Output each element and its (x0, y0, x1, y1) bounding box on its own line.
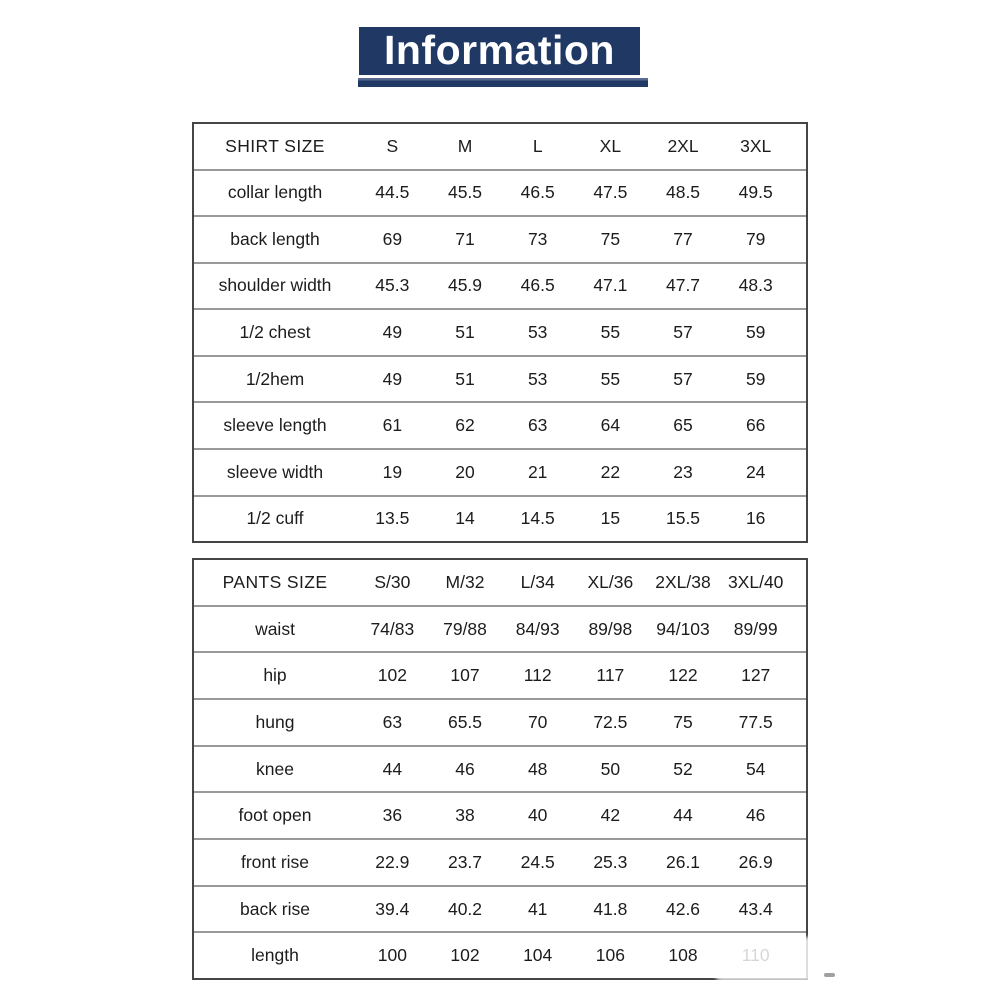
value-cell: 79 (745, 228, 766, 249)
value-cell: 102 (377, 665, 407, 686)
value-cell: 15.5 (665, 508, 701, 529)
value-cell: 26.1 (665, 851, 701, 872)
table-row (194, 885, 806, 932)
value-cell: 63 (382, 711, 403, 732)
value-cell: 61 (382, 415, 403, 436)
row-label-cell: knee (256, 758, 294, 779)
pants-size-table (192, 558, 808, 980)
value-cell: 44.5 (375, 182, 410, 203)
value-cell: 13.5 (375, 508, 410, 529)
table-row (194, 745, 806, 792)
value-cell: 104 (523, 945, 553, 966)
row-label-cell: 1/2 cuff (246, 508, 304, 529)
value-cell: 48.5 (665, 182, 701, 203)
table-header-row (194, 124, 806, 169)
row-label-cell: back rise (239, 898, 311, 919)
value-cell: 54 (745, 758, 766, 779)
table-row (194, 791, 806, 838)
value-cell: 69 (382, 228, 403, 249)
row-label-cell: sleeve length (223, 415, 327, 436)
value-cell: 24 (745, 461, 766, 482)
value-cell: 71 (455, 228, 475, 249)
value-cell: 75 (673, 711, 693, 732)
watermark-smudge (713, 937, 817, 981)
value-cell: 112 (523, 665, 552, 686)
table-row (194, 605, 806, 652)
row-label-cell: back length (230, 228, 320, 249)
value-cell: 14.5 (520, 508, 555, 529)
value-cell: 39.4 (375, 898, 410, 919)
value-cell: 38 (455, 805, 475, 826)
watermark-dash (824, 973, 835, 977)
size-column-header: L (532, 135, 543, 156)
value-cell: 53 (527, 368, 548, 389)
value-cell: 45.9 (447, 275, 483, 296)
value-cell: 89/98 (588, 618, 633, 639)
value-cell: 49 (382, 368, 403, 389)
size-column-header: 3XL (740, 135, 772, 156)
size-column-header: M (457, 135, 473, 156)
value-cell: 63 (527, 415, 548, 436)
size-column-header: 2XL/38 (655, 571, 711, 592)
table-row (194, 169, 806, 216)
row-label-cell: waist (255, 618, 295, 639)
size-column-header: M/32 (445, 571, 485, 592)
value-cell: 47.1 (593, 275, 628, 296)
value-cell: 40.2 (447, 898, 483, 919)
value-cell: 19 (382, 461, 403, 482)
value-cell: 66 (745, 415, 766, 436)
value-cell: 46.5 (520, 275, 555, 296)
value-cell: 50 (600, 758, 621, 779)
value-cell: 79/88 (443, 618, 487, 639)
row-label-cell: hung (255, 711, 295, 732)
value-cell: 36 (382, 805, 403, 826)
size-column-header: S/30 (374, 571, 411, 592)
value-cell: 42.6 (665, 898, 701, 919)
value-cell: 102 (450, 945, 480, 966)
value-cell: 46.5 (520, 182, 555, 203)
value-cell: 73 (527, 228, 548, 249)
value-cell: 57 (673, 368, 693, 389)
table-row (194, 401, 806, 448)
value-cell: 51 (455, 368, 475, 389)
page-title: Information (384, 26, 615, 73)
row-label-cell: sleeve width (226, 461, 324, 482)
value-cell: 64 (600, 415, 621, 436)
value-cell: 107 (450, 665, 480, 686)
shirt-size-table (192, 122, 808, 543)
value-cell: 122 (668, 665, 698, 686)
value-cell: 48.3 (738, 275, 773, 296)
row-label-cell: 1/2 chest (239, 322, 311, 343)
value-cell: 117 (596, 665, 625, 686)
value-cell: 22.9 (375, 851, 410, 872)
value-cell: 20 (455, 461, 475, 482)
value-cell: 84/93 (515, 618, 560, 639)
size-column-header: S (386, 135, 399, 156)
information-banner-bar (359, 27, 640, 75)
table-row (194, 355, 806, 402)
value-cell: 77 (673, 228, 693, 249)
value-cell: 55 (600, 322, 621, 343)
table-row (194, 262, 806, 309)
value-cell: 40 (527, 805, 548, 826)
size-column-header: 2XL (667, 135, 699, 156)
table-row (194, 838, 806, 885)
value-cell: 23 (673, 461, 693, 482)
value-cell: 49.5 (738, 182, 773, 203)
row-label-cell: shoulder width (218, 275, 332, 296)
value-cell: 21 (527, 461, 548, 482)
value-cell: 41 (527, 898, 548, 919)
table-row (194, 308, 806, 355)
value-cell: 44 (382, 758, 403, 779)
value-cell: 94/103 (656, 618, 710, 639)
value-cell: 89/99 (733, 618, 778, 639)
value-cell: 100 (377, 945, 407, 966)
value-cell: 45.5 (447, 182, 483, 203)
size-column-header: L/34 (520, 571, 555, 592)
table-row (194, 495, 806, 542)
value-cell: 46 (455, 758, 475, 779)
size-column-header: XL (599, 135, 622, 156)
value-cell: 23.7 (447, 851, 483, 872)
row-label-cell: collar length (227, 182, 323, 203)
value-cell: 74/83 (370, 618, 415, 639)
row-label-cell: 1/2hem (245, 368, 305, 389)
value-cell: 59 (745, 368, 766, 389)
value-cell: 55 (600, 368, 621, 389)
value-cell: 77.5 (738, 711, 773, 732)
table-row (194, 215, 806, 262)
value-cell: 75 (600, 228, 621, 249)
value-cell: 45.3 (375, 275, 410, 296)
value-cell: 51 (455, 322, 475, 343)
value-cell: 52 (673, 758, 693, 779)
row-label-cell: front rise (240, 851, 310, 872)
value-cell: 70 (527, 711, 548, 732)
table-row (194, 651, 806, 698)
value-cell: 49 (382, 322, 403, 343)
value-cell: 65 (673, 415, 693, 436)
value-cell: 59 (745, 322, 766, 343)
value-cell: 41.8 (593, 898, 628, 919)
value-cell: 72.5 (593, 711, 628, 732)
value-cell: 53 (527, 322, 548, 343)
value-cell: 65.5 (447, 711, 483, 732)
value-cell: 16 (745, 508, 766, 529)
information-banner-underline (358, 78, 648, 87)
value-cell: 25.3 (593, 851, 628, 872)
value-cell: 47.5 (593, 182, 628, 203)
size-column-header: XL/36 (587, 571, 634, 592)
value-cell: 48 (527, 758, 548, 779)
table-row (194, 698, 806, 745)
value-cell: 108 (668, 945, 698, 966)
value-cell: 46 (745, 805, 766, 826)
value-cell: 15 (600, 508, 621, 529)
value-cell: 106 (595, 945, 625, 966)
row-label-cell: length (251, 945, 299, 966)
value-cell: 42 (600, 805, 621, 826)
size-column-header: 3XL/40 (727, 571, 784, 592)
value-cell: 47.7 (665, 275, 701, 296)
row-label-cell: foot open (238, 805, 312, 826)
value-cell: 14 (455, 508, 475, 529)
table-title-cell: SHIRT SIZE (225, 135, 325, 156)
value-cell: 26.9 (738, 851, 773, 872)
row-label-cell: hip (263, 665, 287, 686)
value-cell: 44 (673, 805, 693, 826)
value-cell: 127 (741, 665, 771, 686)
value-cell: 62 (455, 415, 475, 436)
value-cell: 43.4 (738, 898, 773, 919)
value-cell: 24.5 (520, 851, 555, 872)
table-header-row (194, 560, 806, 605)
value-cell: 22 (600, 461, 621, 482)
value-cell: 57 (673, 322, 693, 343)
table-row (194, 448, 806, 495)
table-title-cell: PANTS SIZE (222, 571, 328, 592)
